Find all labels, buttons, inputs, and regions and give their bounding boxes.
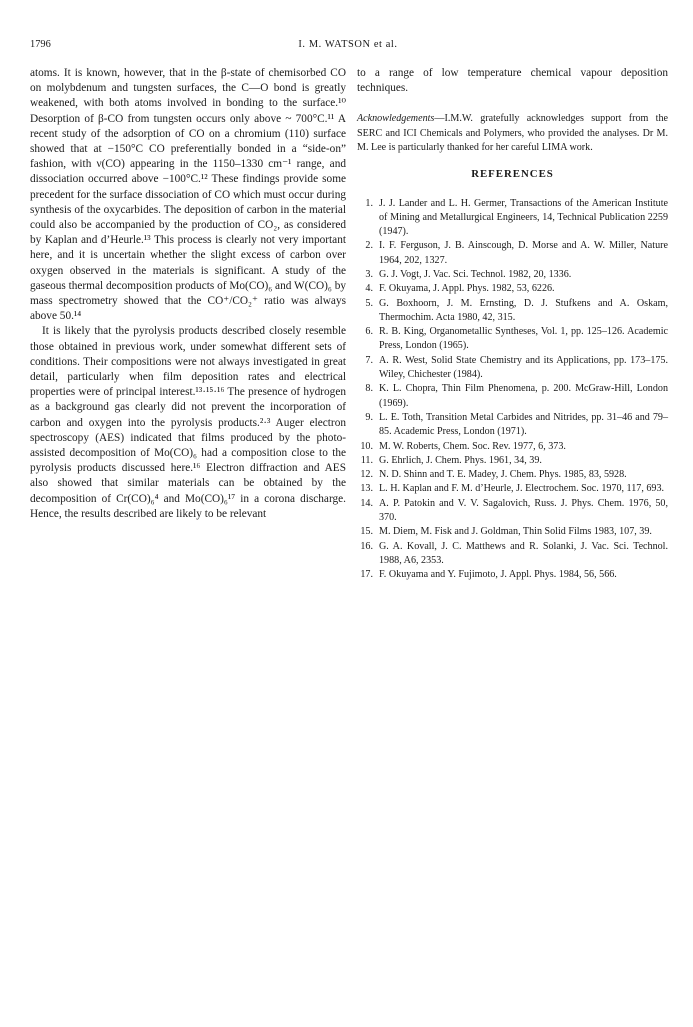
- running-head: I. M. WATSON et al.: [298, 39, 398, 50]
- reference-number: 15.: [360, 526, 373, 538]
- reference-text: K. L. Chopra, Thin Film Phenomena, p. 200. McGraw-Hill, London (1969).: [379, 383, 668, 409]
- reference-item: [357, 268, 668, 282]
- reference-number: 1.: [365, 197, 373, 209]
- reference-number: 4.: [365, 283, 373, 295]
- reference-number: 11.: [360, 454, 373, 466]
- reference-number: 14.: [360, 497, 373, 509]
- reference-number: 10.: [360, 440, 373, 452]
- acknowledgements: [357, 112, 668, 155]
- reference-text: I. F. Ferguson, J. B. Ainscough, D. Morse and A. W. Miller, Nature 1964, 202, 1327.: [379, 240, 668, 266]
- reference-number: 2.: [365, 240, 373, 252]
- reference-text: G. A. Kovall, J. C. Matthews and R. Solanki, J. Vac. Sci. Technol. 1988, A6, 2353.: [379, 540, 668, 566]
- reference-item: [357, 440, 668, 454]
- reference-item: [357, 482, 668, 496]
- reference-item: [357, 525, 668, 539]
- reference-number: 3.: [365, 268, 373, 280]
- reference-item: [357, 382, 668, 411]
- reference-text: F. Okuyama and Y. Fujimoto, J. Appl. Phys. 1984, 56, 566.: [379, 569, 617, 581]
- reference-text: J. J. Lander and L. H. Germer, Transactions of the American Institute of Mining and Metallurgical Engineers, 14, Technical Publication 2259 (1947).: [379, 197, 668, 238]
- reference-item: [357, 297, 668, 326]
- reference-list: [357, 197, 668, 583]
- reference-item: [357, 540, 668, 569]
- reference-item: [357, 497, 668, 526]
- page-header: [30, 39, 666, 55]
- reference-text: A. P. Patokin and V. V. Sagalovich, Russ. J. Phys. Chem. 1976, 50, 370.: [379, 497, 668, 524]
- reference-item: [357, 411, 668, 440]
- reference-text: G. J. Vogt, J. Vac. Sci. Technol. 1982, 20, 1336.: [379, 268, 572, 280]
- reference-number: 7.: [365, 354, 373, 366]
- reference-number: 8.: [365, 383, 373, 395]
- body-paragraph: It is likely that the pyrolysis products described closely resemble those obtained in previous work, under somewhat different sets of conditions. Their compositions were not always investigated in great detail, particularly when film deposition rates and electrical properties were of principal interest.¹³·¹⁵·¹⁶ The presence of hydrogen as a background gas clearly did not prevent the incorporation of carbon and oxygen into the pyrolysis products.²·³ Auger electron spectroscopy (AES) indicated that films produced by the photo-assisted decomposition of Mo(CO)₆ had a composition close to the pyrolysis products discussed here.¹⁶ Electron diffraction and AES also showed that similar materials can be obtained by the decomposition of Cr(CO)₆⁴ and Mo(CO)₆¹⁷ in a corona discharge. Hence, the results described are likely to be relevant: [30, 325, 346, 520]
- reference-text: L. H. Kaplan and F. M. d’Heurle, J. Electrochem. Soc. 1970, 117, 693.: [379, 483, 665, 495]
- reference-item: [357, 197, 668, 240]
- page-number: 1796: [30, 39, 51, 50]
- reference-text: R. B. King, Organometallic Syntheses, Vol. 1, pp. 125–126. Academic Press, London (1965).: [379, 326, 668, 352]
- reference-item: [357, 282, 668, 296]
- reference-item: [357, 239, 668, 268]
- reference-text: N. D. Shinn and T. E. Madey, J. Chem. Phys. 1985, 83, 5928.: [379, 469, 627, 481]
- reference-number: 6.: [365, 326, 373, 338]
- left-column: [30, 66, 346, 522]
- reference-text: M. W. Roberts, Chem. Soc. Rev. 1977, 6, 373.: [379, 440, 566, 452]
- right-column: [357, 66, 668, 583]
- body-paragraph-continuation: to a range of low temperature chemical vapour deposition techniques.: [357, 67, 668, 95]
- reference-item: [357, 325, 668, 354]
- reference-number: 12.: [360, 469, 373, 481]
- reference-text: G. Ehrlich, J. Chem. Phys. 1961, 34, 39.: [379, 454, 542, 466]
- reference-item: [357, 454, 668, 468]
- body-paragraph: atoms. It is known, however, that in the β-state of chemisorbed CO on molybdenum and tungsten surfaces, the C—O bond is greatly weakened, with both atoms involved in bonding to the surface.¹⁰ Desorption of β-CO from tungsten occurs only above ~ 700°C.¹¹ A recent study of the adsorption of CO on a chromium (110) surface showed that at −150°C CO preferentially bonded in a “side-on” fashion, with ν(CO) appearing in the 1150–1330 cm⁻¹ range, and dissociation occurred above −100°C.¹² These findings provide some precedent for the surface dissociation of CO which must occur during synthesis of the oxycarbides. The deposition of carbon in the material could also be accompanied by the production of CO₂, as considered by Kaplan and d’Heurle.¹³ This process is clearly not very important here, and it is uncertain whether the slight excess of carbon over oxygen observed in the materials is significant. A study of the gaseous thermal decomposition products of Mo(CO)₆ and W(CO)₆ by mass spectrometry showed that the CO⁺/CO₂⁺ ratio was always above 50.¹⁴: [30, 67, 346, 323]
- acknowledgements-text: —I.M.W. gratefully acknowledges support from the SERC and ICI Chemicals and Polymers, who provided the analyses. Dr M. M. Lee is particularly thanked for her careful LIMA work.: [357, 113, 668, 153]
- reference-number: 13.: [360, 483, 373, 495]
- reference-item: [357, 468, 668, 482]
- reference-item: [357, 568, 668, 582]
- reference-text: G. Boxhoorn, J. M. Ernsting, D. J. Stufkens and A. Oskam, Thermochim. Acta 1980, 42, 315.: [379, 297, 668, 323]
- reference-number: 5.: [365, 297, 373, 309]
- reference-number: 17.: [360, 569, 373, 581]
- references-heading: REFERENCES: [471, 168, 554, 181]
- reference-text: F. Okuyama, J. Appl. Phys. 1982, 53, 6226.: [379, 283, 555, 295]
- reference-number: 9.: [365, 411, 373, 423]
- reference-text: M. Diem, M. Fisk and J. Goldman, Thin Solid Films 1983, 107, 39.: [379, 526, 652, 538]
- reference-text: A. R. West, Solid State Chemistry and its Applications, pp. 173–175. Wiley, Chichester (1984).: [379, 354, 668, 381]
- acknowledgements-label: Acknowledgements: [357, 113, 435, 125]
- reference-text: L. E. Toth, Transition Metal Carbides and Nitrides, pp. 31–46 and 79–85. Academic Press, London (1971).: [379, 411, 668, 438]
- reference-number: 16.: [360, 540, 373, 552]
- reference-item: [357, 354, 668, 383]
